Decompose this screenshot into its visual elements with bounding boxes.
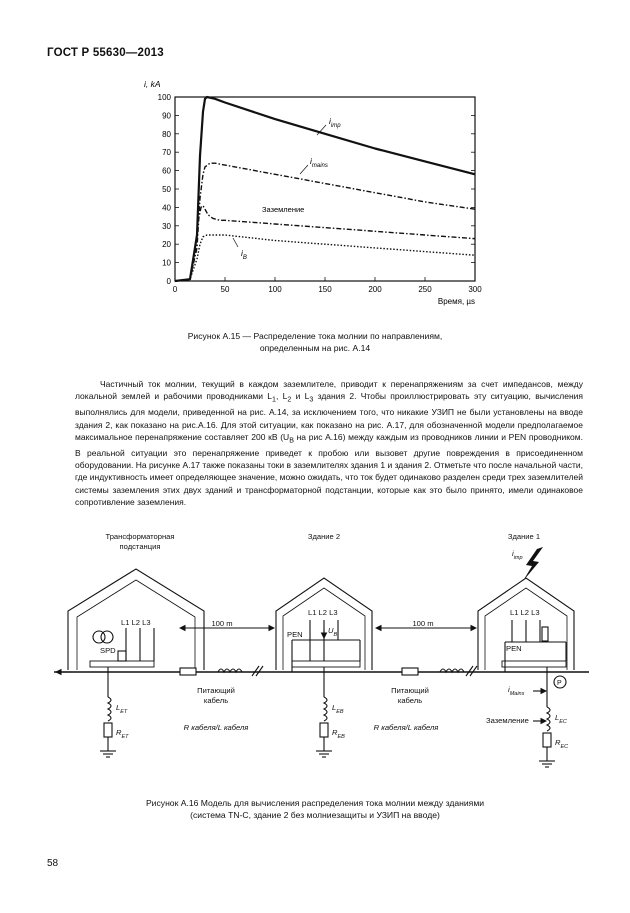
text-part: , L xyxy=(275,391,288,402)
reb-label: $R_{EB}$ xyxy=(332,728,345,740)
supply-cable-right-line2: кабель xyxy=(397,696,423,705)
body-paragraph xyxy=(75,378,583,508)
text-sub: 1 xyxy=(272,395,276,404)
building1-label: Здание 1 xyxy=(507,532,541,541)
supply-cable-left-line2: кабель xyxy=(203,696,229,705)
x-tick-label: 50 xyxy=(220,285,230,294)
series-line xyxy=(175,206,475,281)
figure-a16-caption-line2: (система TN-C, здание 2 без молниезащиты и УЗИП на вводе) xyxy=(190,810,440,820)
figure-a15-caption-line1: Рисунок А.15 — Распределение тока молнии по направлениям, xyxy=(187,331,443,341)
rl-cable-right: R кабеля/L кабеля xyxy=(373,723,439,732)
text-sub: 3 xyxy=(309,395,314,404)
substation-label-line2: подстанция xyxy=(119,542,161,551)
series-label-leader xyxy=(233,238,238,247)
distance-label-right: 100 m xyxy=(412,619,434,628)
series-line xyxy=(175,163,475,281)
x-tick-label: 300 xyxy=(468,285,482,294)
y-tick-label: 30 xyxy=(162,221,171,231)
current-distribution-chart xyxy=(130,70,500,320)
building2-label: Здание 2 xyxy=(307,532,341,541)
ub-label: $U_B$ xyxy=(328,626,338,638)
supply-cable-right-line1: Питающий xyxy=(391,686,429,695)
series-label-ib: $i_B$ xyxy=(241,248,247,261)
building-model-diagram xyxy=(40,525,600,790)
x-tick-label: 200 xyxy=(368,285,382,294)
x-axis-label: Время, µs xyxy=(437,297,475,306)
building1-l1l2l3: L1 L2 L3 xyxy=(510,608,540,617)
text-sub: 2 xyxy=(287,395,292,404)
y-tick-label: 90 xyxy=(162,111,171,121)
spd-label: SPD xyxy=(100,646,116,655)
substation-label-line1: Трансформаторная xyxy=(105,532,175,541)
page-number: 58 xyxy=(47,858,59,869)
figure-a16-caption xyxy=(0,797,630,821)
i-imp-label: $i_{imp}$ xyxy=(512,549,523,561)
y-tick-label: 100 xyxy=(157,93,171,102)
lightning-bolt-icon xyxy=(523,547,543,581)
rl-cable-left: R кабеля/L кабеля xyxy=(183,723,249,732)
text-sub: B xyxy=(289,436,294,445)
series-line xyxy=(175,235,475,281)
series-label-imains: $i_{mains}$ xyxy=(310,156,328,169)
y-tick-label: 0 xyxy=(166,277,171,286)
plot-frame xyxy=(175,97,475,281)
y-tick-label: 40 xyxy=(162,203,171,213)
text-part: здания 2. Чтобы проиллюстрировать эту ситуацию, вычисления выполнялись для модели, приведенной на рис. А.14, за исключением того, что никакие УЗИП не были установлены на вводе здания 2, как показано на рис.А.16. Для этой ситуации, как показано на рис. А.17, для обозначенной модели предполагаемое максимальное перенапряжение составляет 200 кВ (U xyxy=(75,391,583,442)
y-tick-label: 70 xyxy=(162,148,171,158)
figure-a15-caption-line2: определенным на рис. А.14 xyxy=(259,343,371,353)
ret-label: $R_{ET}$ xyxy=(116,728,129,740)
leb-label: $L_{EB}$ xyxy=(332,703,344,715)
x-tick-label: 150 xyxy=(318,285,332,294)
building2-pen-label: PEN xyxy=(287,630,303,639)
let-label: $L_{ET}$ xyxy=(116,703,128,715)
y-tick-label: 10 xyxy=(162,258,171,268)
text-part: на рис А.16) между каждым из проводников линии и PEN проводником. В реальной ситуации это перенапряжение приведет к пробою или вызовет другие повреждения в присоединенном оборудовании. На рисунке А.17 также показаны токи в заземлителях здания 1 и здания 2. Отметьте что после начальной части, где индуктивность имеет определяющее значение, можно ожидать, что ток будет одинаково разделен среди трех заземлителей системы заземления этих двух зданий и трансформаторной подстанции, которые как это было принято, имели одинаковое сопротивление заземления. xyxy=(75,431,583,508)
figure-a15-caption xyxy=(0,330,630,354)
text-part: Частичный ток молнии, текущий в каждом заземлителе, приводит к перенапряжениям за счет импедансов, между локальной землей и рабочими проводниками L xyxy=(75,379,583,402)
rec-label: $R_{EC}$ xyxy=(555,738,569,750)
figure-a16-caption-line1: Рисунок А.16 Модель для вычисления распределения тока молнии между зданиями xyxy=(145,798,485,808)
series-label-leader xyxy=(300,165,308,174)
y-tick-label: 80 xyxy=(162,129,171,139)
y-axis-label: i, kA xyxy=(144,79,161,89)
y-tick-label: 20 xyxy=(162,240,171,250)
y-tick-label: 60 xyxy=(162,166,171,176)
lec-label: $L_{EC}$ xyxy=(555,713,567,725)
x-tick-label: 0 xyxy=(172,285,178,294)
y-tick-label: 50 xyxy=(162,185,171,194)
i-mains-label: $i_{Mains}$ xyxy=(508,685,525,697)
building2-l1l2l3: L1 L2 L3 xyxy=(308,608,338,617)
supply-cable-left-line1: Питающий xyxy=(197,686,235,695)
series-label-zazemlenie: Заземление xyxy=(262,205,305,214)
building1-pen-label: PEN xyxy=(506,644,522,653)
series-line xyxy=(175,97,475,281)
substation-l1l2l3: L1 L2 L3 xyxy=(121,618,151,627)
series-label-iimp: $i_{imp}$ xyxy=(329,116,341,129)
meter-symbol: P xyxy=(557,680,562,687)
document-header: ГОСТ Р 55630—2013 xyxy=(47,47,164,59)
text-part: и L xyxy=(291,391,310,402)
earthing-label: Заземление xyxy=(486,716,529,725)
distance-label-left: 100 m xyxy=(211,619,233,628)
x-tick-label: 100 xyxy=(268,285,282,294)
x-tick-label: 250 xyxy=(418,285,432,294)
